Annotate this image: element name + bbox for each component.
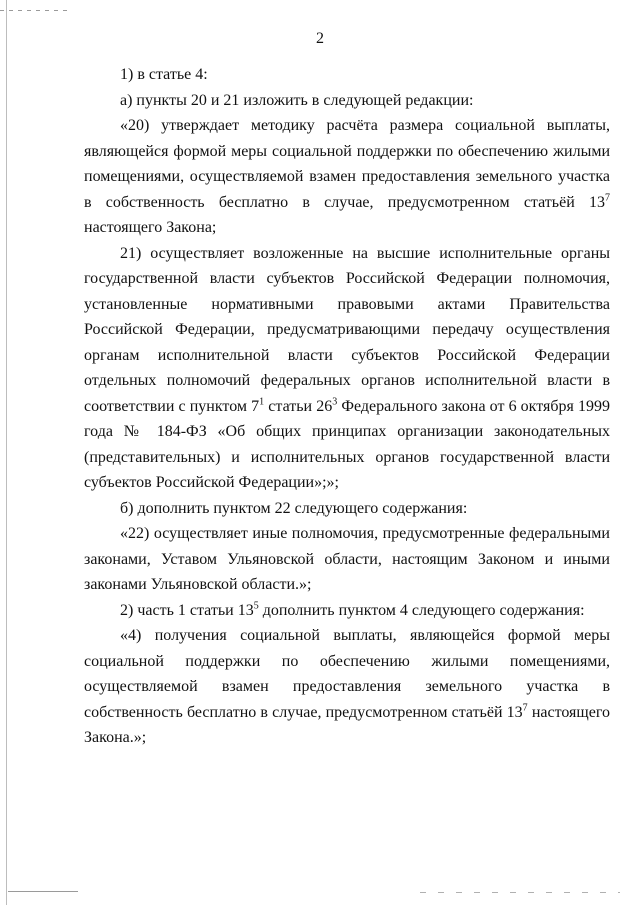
scan-edge-artifact xyxy=(0,10,70,11)
paragraph-p3 xyxy=(84,113,610,241)
paragraph-p6 xyxy=(84,521,610,598)
paragraph-p5 xyxy=(84,496,610,522)
paragraph-text: «22) осуществляет иные полномочия, предусмотренные федеральными законами, Уставом Ульяновской области, настоящим Законом и иными законами Ульяновской области.»; xyxy=(84,525,610,593)
paragraph-p7 xyxy=(84,598,610,624)
document-body xyxy=(84,62,610,751)
paragraph-text: 21) осуществляет возложенные на высшие исполнительные органы государственной власти субъектов Российской Федерации полномочия, установленные нормативными правовыми актами Правительства Российской Федерации, предусматривающими передачу осуществления органам исполнительной власти субъектов Российской Федерации отдельных полномочий федеральных органов исполнительной власти в соответствии с пунктом 7 xyxy=(84,244,610,415)
scan-edge-artifact xyxy=(8,891,78,892)
paragraph-text: статьи 26 xyxy=(264,397,333,415)
paragraph-p8 xyxy=(84,623,610,751)
paragraph-p1 xyxy=(84,62,610,88)
paragraph-text: «20) утверждает методику расчёта размера социальной выплаты, являющейся формой меры социальной поддержки по обеспечению жилыми помещениями, осуществляемой взамен предоставления земельного участка в собственность бесплатно в случае, предусмотренном статьёй 13 xyxy=(84,117,610,211)
paragraph-text: 2) часть 1 статьи 13 xyxy=(120,601,254,619)
superscript: 5 xyxy=(253,600,259,612)
paragraph-p4 xyxy=(84,241,610,496)
paragraph-text: «4) получения социальной выплаты, являющейся формой меры социальной поддержки по обеспечению жилыми помещениями, осуществляемой взамен предоставления земельного участка в собственность бесплатно в случае, предусмотренном статьёй 13 xyxy=(84,627,610,721)
superscript: 7 xyxy=(605,192,610,204)
superscript: 3 xyxy=(332,396,338,408)
paragraph-text: Федерального закона от 6 октября 1999 года № 184-ФЗ «Об общих принципах организации законодательных (представительных) и исполнительных органов государственной власти субъектов Российской Федерации»;»; xyxy=(84,397,611,491)
superscript: 1 xyxy=(259,396,265,408)
scan-edge-artifact xyxy=(6,0,7,905)
scan-edge-artifact xyxy=(420,892,620,893)
paragraph-text: настоящего Закона; xyxy=(84,219,217,236)
paragraph-text: 1) в статье 4: xyxy=(120,66,208,83)
paragraph-text: настоящего Закона.»; xyxy=(84,703,611,746)
paragraph-text: а) пункты 20 и 21 изложить в следующей редакции: xyxy=(120,91,474,109)
superscript: 7 xyxy=(522,702,528,714)
page-number: 2 xyxy=(316,30,324,47)
paragraph-text: б) дополнить пунктом 22 следующего содержания: xyxy=(120,499,468,517)
paragraph-text: дополнить пунктом 4 следующего содержания: xyxy=(258,601,585,619)
paragraph-p2 xyxy=(84,88,610,114)
